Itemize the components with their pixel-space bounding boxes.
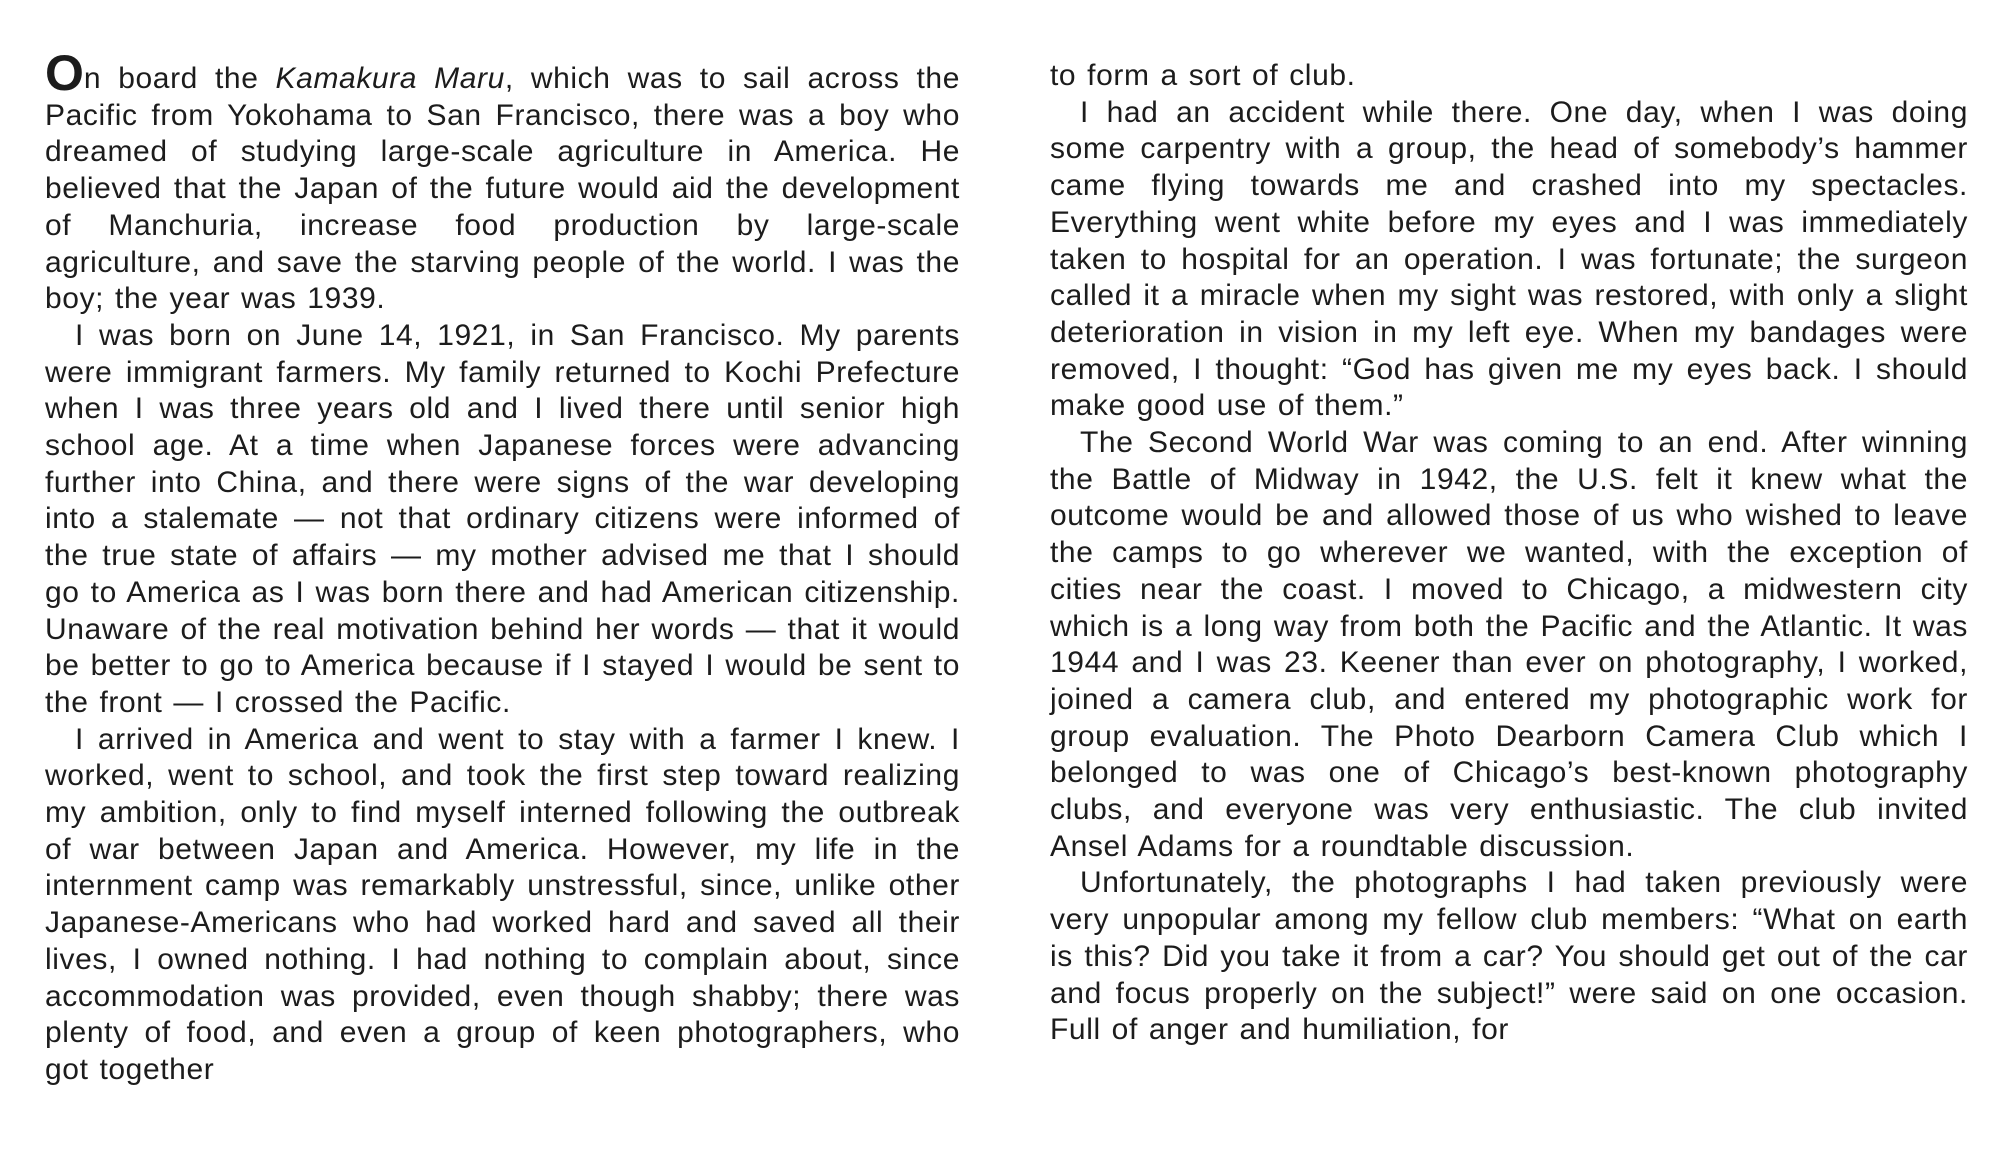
right-text-column (1050, 58, 1968, 1049)
paragraph-birth: I was born on June 14, 1921, in San Francisco. My parents were immigrant farmers. My family returned to Kochi Prefecture when I was three years old and I lived there until senior high school age. At a time when Japanese forces were advancing further into China, and there were signs of the war developing into a stalemate — not that ordinary citizens were informed of the true state of affairs — my mother advised me that I should go to America as I was born there and had American citizenship. Unaware of the real motivation behind her words — that it would be better to go to America because if I stayed I would be sent to the front — I crossed the Pacific. (45, 318, 960, 719)
paragraph-war-end: The Second World War was coming to an end. After winning the Battle of Midway in 1942, the U.S. felt it knew what the outcome would be and allowed those of us who wished to leave the camps to go wherever we wanted, with the exception of cities near the coast. I moved to Chicago, a midwestern city which is a long way from both the Pacific and the Atlantic. It was 1944 and I was 23. Keener than ever on photography, I worked, joined a camera club, and entered my photographic work for group evaluation. The Photo Dearborn Camera Club which I belonged to was one of Chicago’s best-known photography clubs, and everyone was very enthusiastic. The club invited Ansel Adams for a roundtable discussion. (1050, 426, 1968, 863)
paragraph-text: n board the (83, 62, 276, 95)
paragraph-arrival: I arrived in America and went to stay with a farmer I knew. I worked, went to school, and took the first step toward realizing my ambition, only to find myself interned following the outbreak of war between Japan and America. However, my life in the internment camp was remarkably unstressful, since, unlike other Japanese-Americans who had worked hard and saved all their lives, I owned nothing. I had nothing to complain about, since accommodation was provided, even though shabby; there was plenty of food, and even a group of keen photographers, who got together (45, 722, 960, 1086)
paragraph-opening (45, 45, 960, 318)
left-text-column (45, 45, 960, 1089)
ship-name: Kamakura Maru (275, 62, 505, 95)
drop-cap: O (45, 45, 84, 101)
paragraph-text: , which was to sail across the Pacific from Yokohama to San Francisco, there was a boy who dreamed of studying large-scale agriculture in America. He believed that the Japan of the future would aid the development of Manchuria, increase food production by large-scale agriculture, and save the starving people of the world. I was the boy; the year was 1939. (45, 62, 960, 316)
paragraph-accident: I had an accident while there. One day, when I was doing some carpentry with a group, the head of somebody’s hammer came flying towards me and crashed into my spectacles. Everything went white before my eyes and I was immediately taken to hospital for an operation. I was fortunate; the surgeon called it a miracle when my sight was restored, with only a slight deterioration in vision in my left eye. When my bandages were removed, I thought: “God has given me my eyes back. I should make good use of them.” (1050, 95, 1968, 423)
paragraph-club-reaction: Unfortunately, the photographs I had taken previously were very unpopular among my fellow club members: “What on earth is this? Did you take it from a car? You should get out of the car and focus properly on the subject!” were said on one occasion. Full of anger and humiliation, for (1050, 866, 1968, 1047)
paragraph-continuation: to form a sort of club. (1050, 59, 1356, 92)
